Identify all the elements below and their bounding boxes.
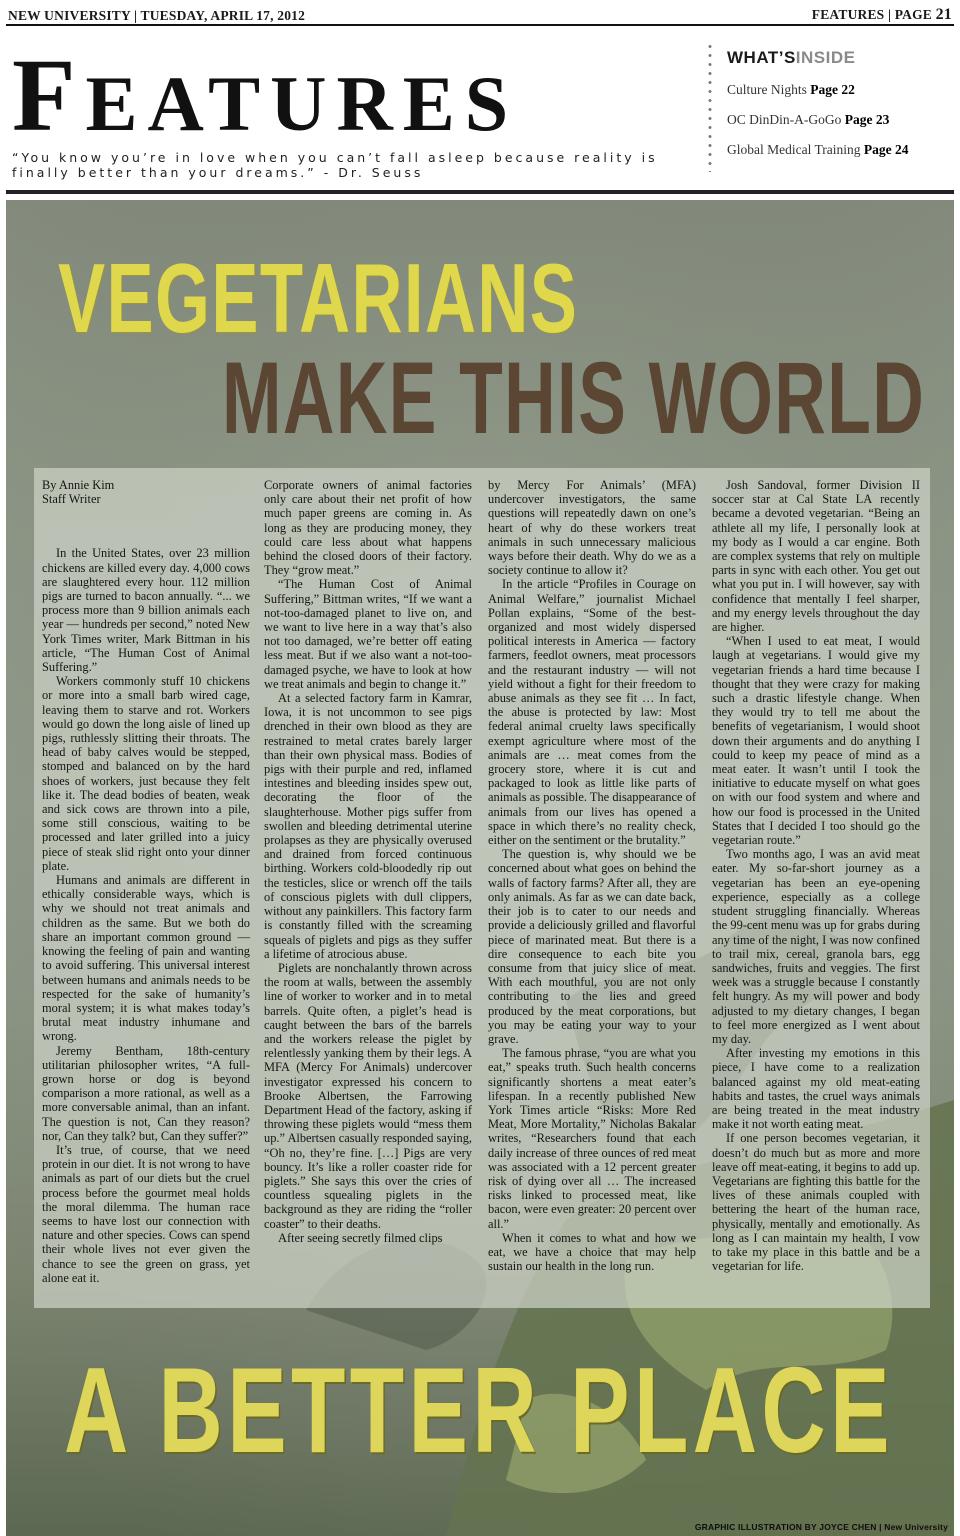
top-rule — [6, 24, 954, 26]
article-paragraph: After seeing secretly filmed clips — [278, 1230, 443, 1245]
article-paragraph: Josh Sandoval, former Division II soccer star at Cal State LA recently became a devoted vegetarian. “Being an athlete all my life, I personally look at my body as I would a car engine. Both are complex systems that rely on multiple parts in sync with each other. You get out what you put in. I will however, say with confidence that mentally I feel sharper, and my energy levels throughout the day are higher. — [712, 478, 920, 635]
article-paragraph: Piglets are nonchalantly thrown across the room at walls, between the assembly line of worker to worker and in to metal barrels. Quite often, a piglet’s head is caught between the bars of the barrels and the workers release the piglet by relentlessly yanking them by their legs. A MFA (Mercy For Animals) undercover investigator expressed his concern to Brooke Albertsen, the Farrowing Department Head of the factory, asking if throwing these piglets would “mess them up.” Albertsen casually responded saying, “Oh no, they’re fine. […] Pigs are very bouncy. It’s like a roller coaster ride for piglets.” She says this over the cries of countless squealing piglets in the background as they are riding the “roller coaster” to their deaths. — [264, 960, 472, 1231]
article-column-3 — [488, 478, 696, 1273]
section-quote: “You know you’re in love when you can’t fall asleep because reality is finally better than your dreams.” - Dr. Seuss — [12, 150, 658, 180]
feature-illustration — [6, 200, 954, 1536]
section-title-initial: F — [12, 38, 86, 153]
section-title — [12, 38, 519, 154]
article-paragraph: by Mercy For Animals’ (MFA) undercover investigators, the same questions will repeatedly dawn on one’s heart of why do these workers treat animals in such unnecessary malicious ways before their death. Why do we as a society continue to allow it? — [488, 478, 696, 578]
masthead-section-label: FEATURES | PAGE — [811, 7, 933, 22]
inside-item-title: Culture Nights — [727, 82, 807, 97]
article-paragraph: The question is, why should we be concerned about what goes on behind the walls of factory farms? After all, they are only animals. As far as we can date back, their job is to cater to our needs and provide a deliciously grilled and flavorful piece of marinated meat. But there is a dire consequence to each bite you consume from that juicy slice of meat. With each mouthful, you are not only contributing to the lies and greed produced by the meat corporations, but you may be eating your way to your grave. — [488, 847, 696, 1046]
headline-line-2: MAKE THIS WORLD — [222, 341, 926, 455]
article-paragraph: At a selected factory farm in Kamrar, Iowa, it is not uncommon to see pigs drenched in their own blood as they are restrained to metal crates barely larger than their own physical mass. Bodies of pigs with their purple and red, inflamed intestines and bleeding insides spew out, decorating the floor of the slaughterhouse. Mother pigs suffer from swollen and bleeding detrimental uterine prolapses as they are physically overused and drained from forced continuous birthing. Workers cold-bloodedly rip out the testicles, slice or wrench off the tails of conscious piglets with dull clippers, without any painkillers. This factory farm is constantly filled with the screaming squeals of piglets and pigs as they suffer a lifetime of atrocious abuse. — [264, 691, 472, 961]
header-rule — [6, 190, 954, 194]
article-paragraph: After investing my emotions in this piece, I have come to a realization balanced against my old meat-eating habits and tastes, the cruel ways animals are being treated in the meat industry make it not worth eating meat. — [712, 1046, 920, 1132]
article-paragraph: Corporate owners of animal factories only care about their net profit of how much paper greens are coming in. As long as they are producing money, they could care less about what happens behind the closed doors of their factory. They “grow meat.” — [264, 478, 472, 578]
article-paragraph: If one person becomes vegetarian, it doesn’t do much but as more and more leave off meat-eating, it begins to add up. Vegetarians are fighting this battle for the lives of these animals coupled with bettering the heart of the human race, physically, mentally and emotionally. As long as I can maintain my health, I vow to take my place in this battle and be a vegetarian for life. — [712, 1131, 920, 1274]
article-paragraph: “The Human Cost of Animal Suffering,” Bittman writes, “If we want a not-too-damaged planet to live on, and we want to live here in a way that’s also not too damaged, we’re better off eating less meat. But if we also want a not-too-damaged psyche, we have to look at how we treat animals and begin to change it.” — [264, 577, 472, 691]
masthead — [6, 4, 954, 24]
section-title-rest: EATURES — [85, 60, 519, 147]
article-paragraph: It’s true, of course, that we need protein in our diet. It is not wrong to have animals as part of our diets but the cruel process before the gourmet meal holds the moral dilemma. The human race seems to have lost our connection with nature and other species. Cows can spend their whole lives not ever given the chance to see the green on grass, yet alone eat it. — [42, 1142, 250, 1285]
whats-inside-heading — [727, 48, 955, 68]
whats-inside-heading-dark: WHAT’S — [727, 48, 796, 67]
article-column-1 — [42, 478, 250, 1285]
headline-line-3: A BETTER PLACE — [64, 1342, 894, 1478]
headline-line-1: VEGETARIANS — [58, 243, 579, 353]
inside-item-page: Page 22 — [810, 82, 855, 97]
article-paragraph: In the article “Profiles in Courage on Animal Welfare,” journalist Michael Pollan explains, “Some of the best-organized and most widely dispersed political interests in America — factory farmers, feedlot owners, meat processors and the restaurant industry — will not yield without a fight for their freedom to abuse animals as they see fit … In fact, the abuse is protected by law: Most federal animal cruelty laws specifically exempt agriculture where most of the animals are … meat comes from the grocery store, where it is cut and packaged to look as little like parts of animals as possible. The disappearance of animals from our lives has opened a space in which there’s no reality check, either on the sentiment or the brutality.” — [488, 577, 696, 848]
illustration-credit: GRAPHIC ILLUSTRATION BY JOYCE CHEN | New University — [694, 1522, 948, 1532]
dotted-divider — [708, 42, 712, 172]
page-number: 21 — [935, 6, 952, 23]
article-column-4 — [712, 478, 920, 1273]
inside-item-title: Global Medical Training — [727, 142, 861, 157]
masthead-date: NEW UNIVERSITY | TUESDAY, APRIL 17, 2012 — [8, 8, 306, 23]
inside-item-title: OC DinDin-A-GoGo — [727, 112, 842, 127]
inside-item-oc-dindin[interactable] — [727, 112, 955, 128]
inside-item-page: Page 23 — [844, 112, 890, 127]
inside-item-global-medical[interactable] — [727, 142, 955, 158]
article-paragraph: Humans and animals are different in ethically considerable ways, which is why we should not treat animals and children as the same. But we both do share an important common ground — knowing the feeling of pain and wanting to avoid suffering. This universal interest between humans and animals needs to be respected for the sake of humanity’s moral system; it is what makes today’s brutal meat industry inhumane and wrong. — [42, 873, 250, 1044]
inside-item-page: Page 24 — [863, 142, 909, 157]
article-column-2 — [264, 478, 472, 1245]
masthead-page — [812, 6, 952, 24]
article-paragraph: Workers commonly stuff 10 chickens or more into a small barb wired cage, leaving them to starve and rot. Workers would go down the long aisle of lined up pigs, ruthlessly slitting their throats. The head of baby calves would be stepped, stomped and balanced on by the hard shoes of workers, just because they felt like it. The dead bodies of beaten, weak and sick cows are thrown into a pile, some still conscious, waiting to be processed and later grilled into a juicy piece of steak slid right onto your dinner plate. — [42, 674, 250, 873]
byline — [42, 478, 250, 506]
article-paragraph: The famous phrase, “you are what you eat,” speaks truth. Such health concerns significantly shortens a meat eater’s lifespan. In a recently published New York Times article “Risks: More Red Meat, More Mortality,” Nicholas Bakalar writes, “Researchers found that each daily increase of three ounces of red meat was associated with a 12 percent greater risk of dying over all … The increased risks linked to processed meat, like bacon, were even greater: 20 percent over all.” — [488, 1046, 696, 1231]
whats-inside-heading-light: INSIDE — [795, 48, 856, 67]
article-paragraph: In the United States, over 23 million chickens are killed every day. 4,000 cows are slaughtered every hour. 112 million pigs are turned to bacon annually. “... we process more than 9 billion animals each year — hundreds per second,” noted New York Times writer, Mark Bittman in his article, “The Human Cost of Animal Suffering.” — [42, 546, 250, 675]
article-paragraph: Jeremy Bentham, 18th-century utilitarian philosopher writes, “A full-grown horse or dog is beyond comparison a more rational, as well as a more conversable animal, than an infant. The question is not, Can they reason? nor, Can they talk? but, Can they suffer?” — [42, 1043, 250, 1143]
byline-role: Staff Writer — [42, 492, 101, 507]
article-paragraph: When it comes to what and how we eat, we have a choice that may help sustain our health in the long run. — [488, 1230, 696, 1274]
article-paragraph: “When I used to eat meat, I would laugh at vegetarians. I would give my vegetarian friends a hard time because I thought that they were crazy for making such a drastic lifestyle change. When they would try to tell me about the benefits of vegetarianism, I would shoot down their arguments and do anything I could to keep my peace of mind as a meat eater. It wasn’t until I took the initiative to educate myself on what goes on with our food system and where and how our food is processed in the United States that I decided I too should go the vegetarian route.” — [712, 634, 920, 848]
whats-inside-box — [727, 48, 955, 158]
article-paragraph: Two months ago, I was an avid meat eater. My so-far-short journey as a vegetarian has been an eye-opening experience, especially as a college student struggling financially. Whereas the 99-cent menu was up for grabs during any time of the night, I was now confined to trail mix, cereal, granola bars, egg sandwiches, fruits and veggies. The first week was a struggle because I constantly felt hungry. As my will power and body adjusted to my dietary changes, I began to feel more energized as I went about my day. — [712, 847, 920, 1046]
inside-item-culture-nights[interactable] — [727, 82, 955, 98]
byline-author: By Annie Kim — [42, 478, 115, 492]
article-text-panel — [34, 468, 930, 1308]
